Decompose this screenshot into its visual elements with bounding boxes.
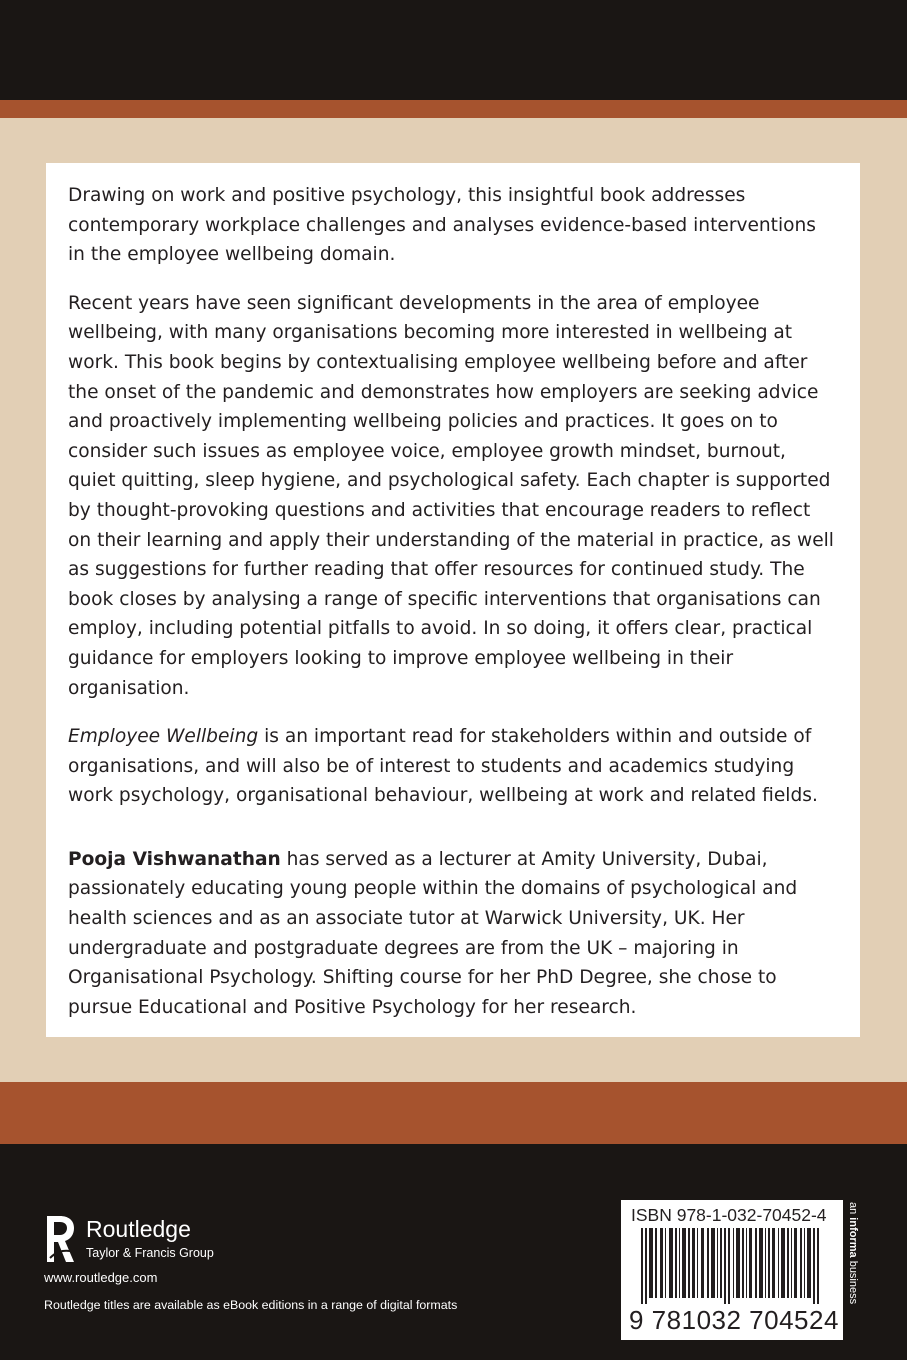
author-name: Pooja Vishwanathan [68,848,281,870]
blurb-paragraph-3 [68,722,838,811]
bottom-rust-band [0,1082,907,1144]
barcode-digits: 9 781032 704524 [629,1305,839,1335]
book-title: Employee Wellbeing [68,726,259,748]
isbn-label: ISBN 978-1-032-70452-4 [631,1205,827,1225]
blurb-paragraph-1: Drawing on work and positive psychology, this insightful book addresses contemporary workplace challenges and analyses evidence-based interventions in the employee wellbeing domain. [68,185,816,266]
informa-prefix: an [847,1202,859,1218]
top-rust-stripe [0,100,907,118]
top-black-band [0,0,907,100]
informa-word: informa [847,1217,859,1258]
informa-business-note [846,1202,860,1342]
blurb-paragraph-3-text: is an important read for stakeholders within and outside of organisations, and will also be of interest to students and academics studying work psychology, organisational behaviour, wellbeing at work and related fields. [68,726,818,807]
blurb-panel [46,163,860,1037]
author-bio-text: has served as a lecturer at Amity University, Dubai, passionately educating young people within the domains of psychological and health sciences and as an associate tutor at Warwick University, UK. Her undergraduate and postgraduate degrees are from the UK – majoring in Organisational Psychology. Shifting course for her PhD Degree, she chose to pursue Educational and Positive Psychology for her research. [68,848,798,1018]
publisher-name: Routledge [86,1216,191,1242]
informa-suffix: business [847,1257,859,1305]
publisher-group: Taylor & Francis Group [86,1246,214,1260]
ebook-note: Routledge titles are available as eBook editions in a range of digital formats [44,1298,458,1312]
barcode-box [621,1200,843,1340]
publisher-website[interactable]: www.routledge.com [44,1270,158,1285]
barcode-icon [627,1228,837,1304]
routledge-r-icon [44,1214,76,1264]
blurb-paragraph-2: Recent years have seen significant developments in the area of employee wellbeing, with many organisations becoming more interested in wellbeing at work. This book begins by contextualising employee wellbeing before and after the onset of the pandemic and demonstrates how employers are seeking advice and proactively implementing wellbeing policies and practices. It goes on to consider such issues as employee voice, employee growth mindset, burnout, quiet quitting, sleep hygiene, and psychological safety. Each chapter is supported by thought-provoking questions and activities that encourage readers to reflect on their learning and apply their understanding of the material in practice, as well as suggestions for further reading that offer resources for continued study. The book closes by analysing a range of specific interventions that organisations can employ, including potential pitfalls to avoid. In so doing, it offers clear, practical guidance for employers looking to improve employee wellbeing in their organisation. [68,292,834,699]
author-bio [68,845,838,1023]
